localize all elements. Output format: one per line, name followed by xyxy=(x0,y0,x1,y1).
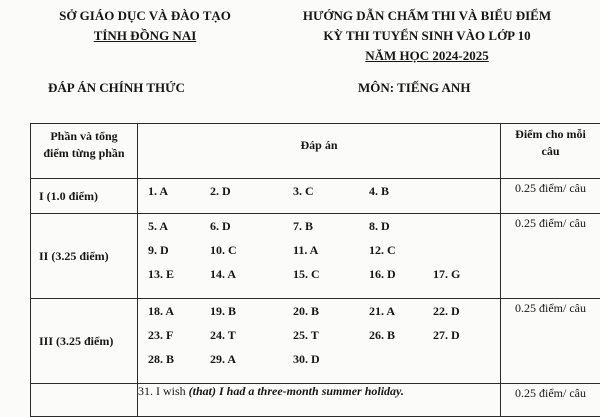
answer-item: 1. A xyxy=(148,184,168,199)
table-header-row xyxy=(31,124,600,179)
province-name: TỈNH ĐỒNG NAI xyxy=(94,28,197,43)
doc-title: HƯỚNG DẪN CHẤM THI VÀ BIỂU ĐIỂM xyxy=(262,6,592,26)
header-left xyxy=(40,6,250,46)
answer-line xyxy=(138,214,500,238)
answer-item: 28. B xyxy=(148,352,174,367)
part-label xyxy=(31,384,138,417)
answer-line xyxy=(138,347,500,371)
score-cell: 0.25 điểm/ câu xyxy=(501,299,600,384)
answer-item: 11. A xyxy=(293,243,318,258)
answer-item: 24. T xyxy=(210,328,236,343)
answer-item: 8. D xyxy=(369,219,390,234)
answer-line xyxy=(138,238,500,262)
part-label: III (3.25 điểm) xyxy=(31,299,138,384)
answer-line xyxy=(138,299,500,323)
table-row xyxy=(31,299,600,384)
answer-item: 10. C xyxy=(210,243,237,258)
answer-item: 27. D xyxy=(433,328,460,343)
answer-item: 17. G xyxy=(433,267,460,282)
answer-item: 19. B xyxy=(210,304,236,319)
answers-cell xyxy=(138,179,501,214)
subject-label: MÔN: TIẾNG ANH xyxy=(358,80,470,96)
answer-item: 20. B xyxy=(293,304,319,319)
header-score: Điểm cho mỗi câu xyxy=(501,124,600,179)
answer-item: 12. C xyxy=(369,243,396,258)
header-part: Phần và tổng điểm từng phần xyxy=(31,124,138,179)
answer-item: 5. A xyxy=(148,219,168,234)
answer-sentence: 31. I wish (that) I had a three-month summer holiday. xyxy=(138,384,501,417)
answer-item: 16. D xyxy=(369,267,396,282)
answer-line xyxy=(138,323,500,347)
header-answers: Đáp án xyxy=(138,124,501,179)
answer-item: 25. T xyxy=(293,328,319,343)
answer-item: 18. A xyxy=(148,304,174,319)
answer-line xyxy=(138,262,500,286)
part-label: II (3.25 điểm) xyxy=(31,214,138,299)
answer-item: 7. B xyxy=(293,219,313,234)
answer-item: 2. D xyxy=(210,184,231,199)
department-name: SỞ GIÁO DỤC VÀ ĐÀO TẠO xyxy=(40,6,250,26)
score-cell: 0.25 điểm/ câu xyxy=(501,214,600,299)
answers-cell xyxy=(138,299,501,384)
answer-item: 26. B xyxy=(369,328,395,343)
answer-item: 21. A xyxy=(369,304,395,319)
answer-item: 14. A xyxy=(210,267,236,282)
answer-item: 22. D xyxy=(433,304,460,319)
score-cell: 0.25 điểm/ câu xyxy=(501,179,600,214)
answer-key-table xyxy=(30,123,600,417)
answer-line xyxy=(138,179,500,203)
exam-name: KỲ THI TUYỂN SINH VÀO LỚP 10 xyxy=(262,26,592,46)
table-row xyxy=(31,214,600,299)
table-row xyxy=(31,384,600,417)
answer-item: 13. E xyxy=(148,267,174,282)
answer-item: 15. C xyxy=(293,267,320,282)
school-year: NĂM HỌC 2024-2025 xyxy=(365,48,489,63)
answer-item: 30. D xyxy=(293,352,320,367)
score-cell: 0.25 điểm/ câu xyxy=(501,384,600,417)
answer-item: 3. C xyxy=(293,184,314,199)
official-answer-label: ĐÁP ÁN CHÍNH THỨC xyxy=(48,80,185,96)
table-row xyxy=(31,179,600,214)
answer-item: 23. F xyxy=(148,328,173,343)
answers-cell xyxy=(138,214,501,299)
answer-item: 6. D xyxy=(210,219,231,234)
part-label: I (1.0 điểm) xyxy=(31,179,138,214)
answer-item: 4. B xyxy=(369,184,389,199)
header-right xyxy=(262,6,592,66)
answer-item: 9. D xyxy=(148,243,169,258)
answer-item: 29. A xyxy=(210,352,236,367)
